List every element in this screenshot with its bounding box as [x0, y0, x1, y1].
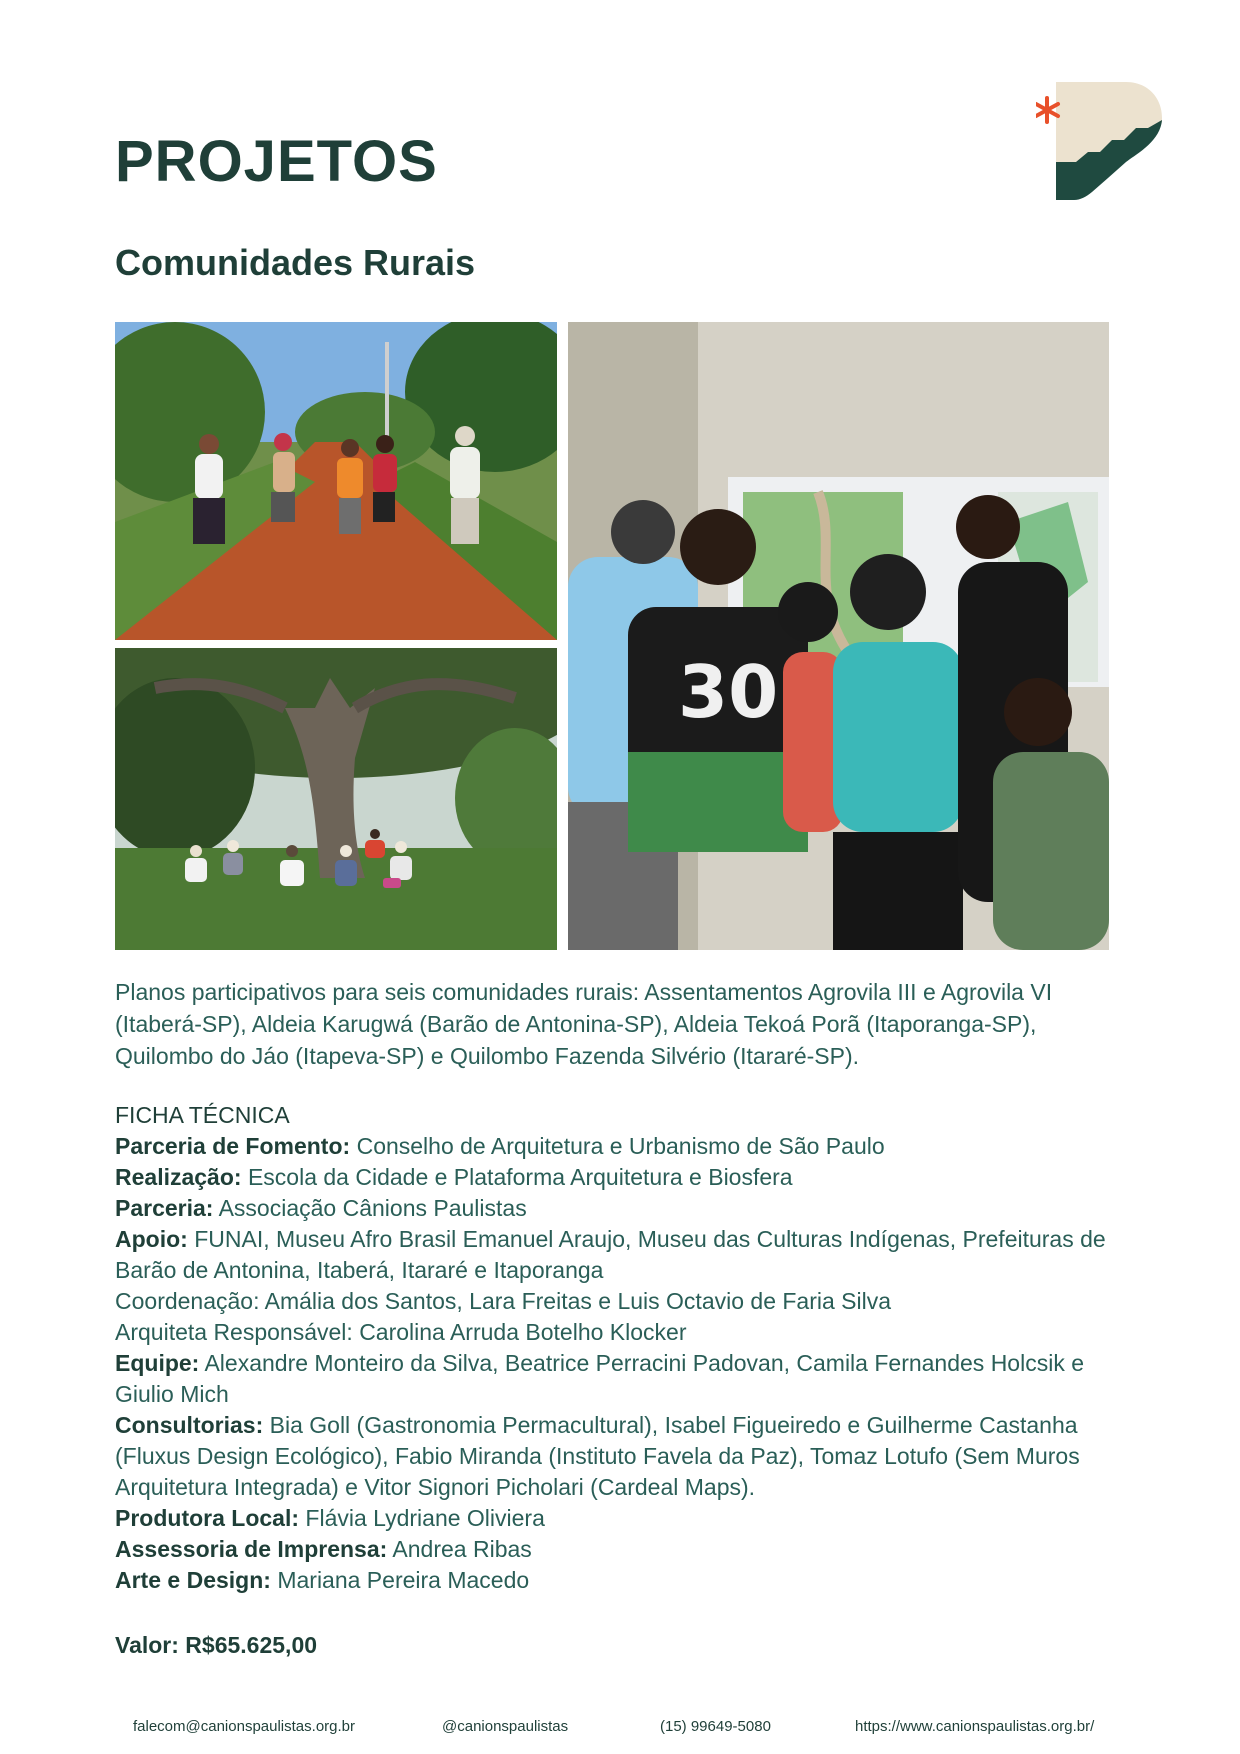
credit-line: [115, 1162, 1125, 1193]
credit-line: [115, 1565, 1125, 1596]
credit-value: Flávia Lydriane Oliviera: [299, 1505, 545, 1531]
credit-label: Realização:: [115, 1164, 242, 1190]
footer-email-link[interactable]: falecom@canionspaulistas.org.br: [133, 1718, 356, 1735]
credit-line: [115, 1224, 1125, 1286]
footer-website-link[interactable]: https://www.canionspaulistas.org.br/: [855, 1718, 1095, 1735]
credit-line: [115, 1317, 1125, 1348]
credit-line: [115, 1348, 1125, 1410]
project-description: Planos participativos para seis comunidades rurais: Assentamentos Agrovila III e Agrovila VI (Itaberá-SP), Aldeia Karugwá (Barão de Antonina-SP), Aldeia Tekoá Porã (Itaporanga-SP), Quilombo do Jáo (Itapeva-SP) e Quilombo Fazenda Silvério (Itararé-SP).: [115, 979, 1053, 1069]
credit-label: Assessoria de Imprensa:: [115, 1536, 388, 1562]
svg-text:30: 30: [678, 650, 779, 734]
credit-label: Apoio:: [115, 1226, 188, 1252]
credit-label: Arte e Design:: [115, 1567, 271, 1593]
group-sitting-under-tree-photo: [115, 648, 557, 950]
credit-line: [115, 1193, 1125, 1224]
credit-value: Mariana Pereira Macedo: [270, 1567, 530, 1593]
people-walking-dirt-road-photo: [115, 322, 557, 640]
credit-line: [115, 1286, 1125, 1317]
footer: [0, 1718, 1240, 1742]
project-value: Valor: R$65.625,00: [115, 1632, 318, 1658]
canions-paulistas-logo-icon: [1036, 82, 1162, 200]
credit-value: Conselho de Arquitetura e Urbanismo de São Paulo: [350, 1133, 885, 1159]
credit-label: Parceria de Fomento:: [115, 1133, 351, 1159]
credit-line: [115, 1410, 1125, 1503]
page-title: PROJETOS: [115, 129, 438, 194]
credit-line: [115, 1131, 1125, 1162]
ficha-tecnica: [115, 1100, 1125, 1596]
ficha-tecnica-title: FICHA TÉCNICA: [115, 1102, 290, 1128]
footer-social-link[interactable]: @canionspaulistas: [442, 1718, 569, 1735]
kids-looking-at-map-photo: [568, 322, 1109, 950]
page-subtitle: Comunidades Rurais: [115, 242, 476, 283]
credit-label: Equipe:: [115, 1350, 200, 1376]
credit-value: FUNAI, Museu Afro Brasil Emanuel Araujo, Museu das Culturas Indígenas, Prefeituras de Barão de Antonina, Itaberá, Itararé e Itaporanga: [115, 1226, 1106, 1283]
credit-value: Arquiteta Responsável: Carolina Arruda Botelho Klocker: [115, 1319, 687, 1345]
credit-line: [115, 1534, 1125, 1565]
credit-value: Associação Cânions Paulistas: [213, 1195, 527, 1221]
credit-label: Produtora Local:: [115, 1505, 300, 1531]
credit-value: Andrea Ribas: [387, 1536, 532, 1562]
credit-label: Consultorias:: [115, 1412, 264, 1438]
credit-value: Bia Goll (Gastronomia Permacultural), Isabel Figueiredo e Guilherme Castanha (Fluxus Design Ecológico), Fabio Miranda (Instituto Favela da Paz), Tomaz Lotufo (Sem Muros Arquitetura Integrada) e Vitor Signori Picholari (Cardeal Maps).: [115, 1412, 1080, 1500]
credit-line: [115, 1503, 1125, 1534]
credit-value: Coordenação: Amália dos Santos, Lara Freitas e Luis Octavio de Faria Silva: [115, 1288, 892, 1314]
credit-value: Escola da Cidade e Plataforma Arquitetura e Biosfera: [241, 1164, 793, 1190]
credit-label: Parceria:: [115, 1195, 214, 1221]
footer-phone[interactable]: (15) 99649-5080: [660, 1718, 771, 1735]
credit-value: Alexandre Monteiro da Silva, Beatrice Perracini Padovan, Camila Fernandes Holcsik e Giulio Mich: [115, 1350, 1085, 1407]
